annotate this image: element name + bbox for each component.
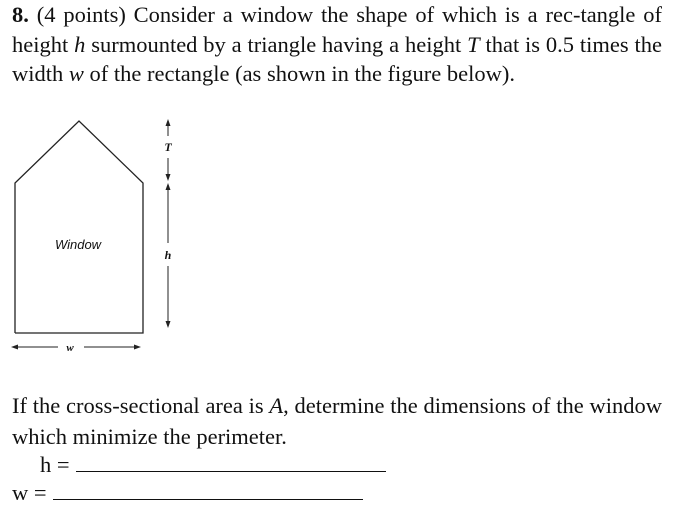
w-label: w — [66, 342, 74, 354]
answer-w-label: w = — [12, 480, 47, 505]
problem-text-3: that is 0.5 times the width — [12, 31, 662, 86]
answer-w-row — [12, 479, 363, 507]
followup-question — [12, 390, 662, 452]
answer-h-label: h = — [40, 452, 70, 477]
T-label: T — [164, 140, 172, 154]
h-label: h — [164, 248, 172, 262]
variable-T: T — [467, 31, 480, 57]
followup-text-1: If the cross-sectional area is — [12, 393, 270, 418]
problem-text-1: (4 points) Consider a window the shape of which is a rec-tangle of height — [12, 2, 663, 57]
problem-text-2: surmounted by a triangle having a height — [85, 31, 468, 57]
T-arrow-down — [166, 174, 171, 181]
answer-w-blank[interactable] — [53, 481, 363, 500]
h-arrow-down — [166, 321, 171, 328]
T-arrow-up — [166, 119, 171, 126]
followup-text-2: , determine the dimensions of the window which minimize the perimeter. — [12, 393, 662, 449]
window-outline — [15, 121, 143, 333]
problem-text-4: of the rectangle (as shown in the figure below). — [83, 61, 516, 86]
variable-A: A — [269, 393, 284, 418]
w-arrow-right — [134, 345, 141, 350]
answer-h-row — [40, 451, 386, 479]
variable-h: h — [74, 31, 86, 57]
problem-number: 8. — [12, 2, 29, 27]
variable-w: w — [68, 61, 84, 86]
window-label: Window — [54, 237, 102, 252]
answer-h-blank[interactable] — [76, 453, 386, 472]
